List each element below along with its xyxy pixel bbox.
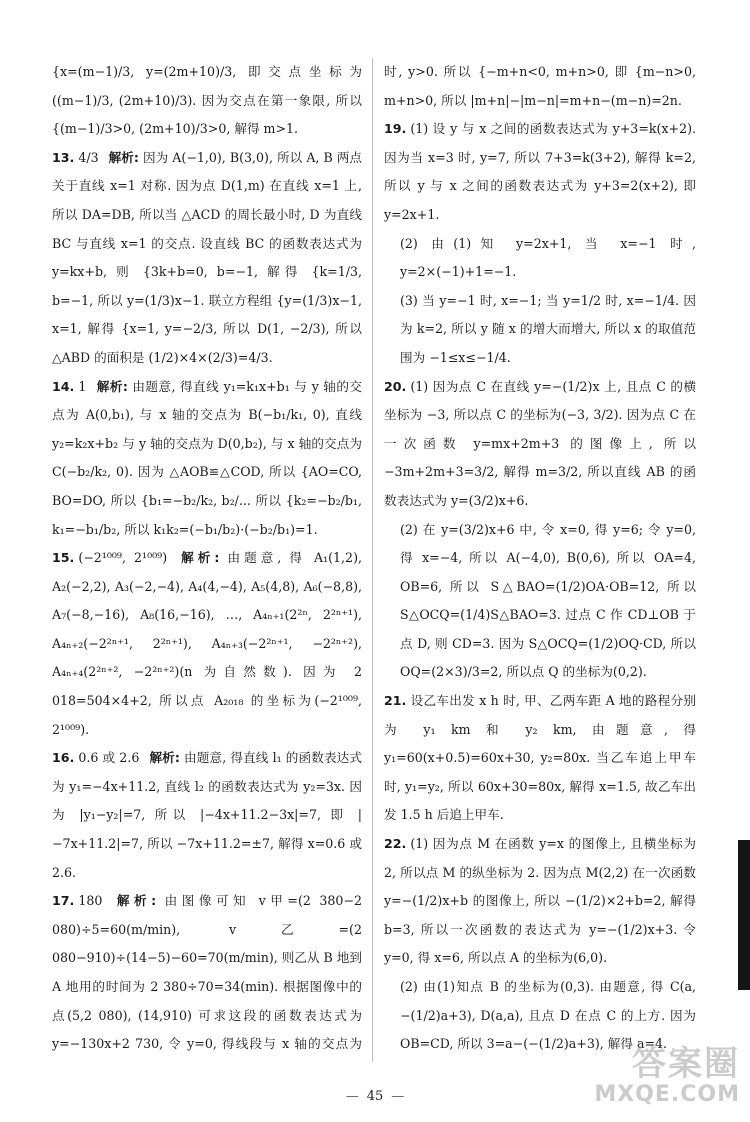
analysis-tag: 解析: bbox=[149, 750, 180, 766]
question-number: 21. bbox=[384, 693, 407, 709]
solution-text: 因为 A(−1,0), B(3,0), 所以 A, B 两点关于直线 x=1 对称. 因为点 D(1,m) 在直线 x=1 上, 所以 DA=DB, 所以当 △ACD 的周长最小时, D 为直线 BC 与直线 x=1 的交点. 设直线 BC 的函数表达式为 y=kx+b, 则 {3k+b=0, b=−1, 解得 {k=1/3, b=−1, 所以 y=(1/3)x−1. 联立方程组 {y=(1/3)x−1, x=1, 解得 {x=1, y=−2/3, 所以 D(1, −2/3), 所以 △ABD 的面积是 (1/2)×4×(2/3)=4/3. bbox=[52, 149, 362, 365]
solution-text: 由题意, 得直线 y₁=k₁x+b₁ 与 y 轴的交点为 A(0,b₁), 与 x 轴的交点为 B(−b₁/k₁, 0), 直线 y₂=k₂x+b₂ 与 y 轴的交点为 D(0,b₂), 与 x 轴的交点为 C(−b₂/k₂, 0). 因为 △AOB≌△COD, 所以 {AO=CO, BO=DO, 所以 {b₁=−b₂/k₂, b₂/... 所以 {k₂=−b₂/b₁, k₁=−b₁/b₂, 所以 k₁k₂=(−b₁/b₂)·(−b₂/b₁)=1. bbox=[52, 378, 362, 537]
solution-text: 设乙车出发 x h 时, 甲、乙两车距 A 地的路程分别为 y₁ km 和 y₂ km, 由题意, 得 y₁=60(x+0.5)=60x+30, y₂=80x. 当乙车追上甲车时, y₁=y₂, 所以 60x+30=80x, 解得 x=1.5, 故乙车出发 1.5 h 后追上甲车. bbox=[384, 693, 696, 823]
answer-item bbox=[52, 887, 362, 1062]
solution-text: 由图像可知 v甲=(2 380−2 080)÷5=60(m/min), v乙=(2 080−910)÷(14−5)−60=70(m/min), 则乙从 B 地到 A 地用的时间为 2 380÷70=34(min). 根据图像中的点(5,2 080), (14,910) 可求这段的函数表达式为 y=−130x+2 730, 令 y=0, 得线段与 x 轴的交点为 bbox=[52, 893, 362, 1052]
watermark-logo: 答案圈 bbox=[632, 1044, 740, 1085]
sub-answer: (3) 当 y=−1 时, x=−1; 当 y=1/2 时, x=−1/4. 因为 k=2, 所以 y 随 x 的增大而增大, 所以 x 的取值范围为 −1≤x≤−1/4. bbox=[400, 292, 696, 365]
final-answer: 180 bbox=[78, 893, 103, 909]
answer-item bbox=[52, 373, 362, 545]
continued-text: {x=(m−1)/3, y=(2m+10)/3, 即交点坐标为((m−1)/3, (2m+10)/3). 因为交点在第一象限, 所以 {(m−1)/3>0, (2m+10)/3>0, 解得 m>1. bbox=[52, 64, 362, 137]
question-number: 22. bbox=[384, 836, 407, 852]
analysis-tag: 解析: bbox=[112, 893, 157, 909]
final-answer: 0.6 或 2.6 bbox=[78, 750, 140, 766]
question-number: 15. bbox=[52, 550, 75, 566]
continued-text: 时, y>0. 所以 {−m+n<0, m+n>0, 即 {m−n>0, m+n>0, 所以 |m+n|−|m−n|=m+n−(m−n)=2n. bbox=[384, 64, 696, 108]
column-divider bbox=[372, 58, 373, 1062]
page-number: — 45 — bbox=[0, 1089, 750, 1104]
scan-edge-mark bbox=[738, 840, 750, 990]
answer-item bbox=[52, 544, 362, 744]
sub-answer: (2) 由(1)知点 B 的坐标为(0,3). 由题意, 得 C(a, −(1/2)a+3), D(a,a), 且点 D 在点 C 的上方. 因为 OB=CD, 所以 3=a−(−(1/2)a+3), 解得 a=4. bbox=[400, 979, 696, 1052]
final-answer: 4/3 bbox=[78, 149, 99, 165]
watermark bbox=[594, 1044, 740, 1107]
solution-text: (1) 设 y 与 x 之间的函数表达式为 y+3=k(x+2). 因为当 x=3 时, y=7, 所以 7+3=k(3+2), 解得 k=2, 所以 y 与 x 之间的函数表达式为 y+3=2(x+2), 即 y=2x+1. bbox=[384, 121, 696, 222]
final-answer: 1 bbox=[78, 378, 87, 394]
analysis-tag: 解析: bbox=[96, 378, 128, 394]
solution-text: 由题意, 得直线 l₁ 的函数表达式为 y₁=−4x+11.2, 直线 l₂ 的函数表达式为 y₂=3x. 因为 |y₁−y₂|=7, 所以 |−4x+11.2−3x|=7, 即 |−7x+11.2|=7, 所以 −7x+11.2=±7, 解得 x=0.6 或 2.6. bbox=[52, 750, 362, 880]
solution-text: (1) 因为点 C 在直线 y=−(1/2)x 上, 且点 C 的横坐标为 −3, 所以点 C 的坐标为(−3, 3/2). 因为点 C 在一次函数 y=mx+2m+3 的图像上, 所以 −3m+2m+3=3/2, 解得 m=3/2, 所以直线 AB 的函数表达式为 y=(3/2)x+6. bbox=[384, 378, 696, 508]
solution-text: 由题意, 得 A₁(1,2), A₂(−2,2), A₃(−2,−4), A₄(4,−4), A₅(4,8), A₆(−8,8), A₇(−8,−16), A₈(16,−16), …, A₄ₙ₊₁(2²ⁿ, 2²ⁿ⁺¹), A₄ₙ₊₂(−2²ⁿ⁺¹, 2²ⁿ⁺¹), A₄ₙ₊₃(−2²ⁿ⁺¹, −2²ⁿ⁺²), A₄ₙ₊₄(2²ⁿ⁺², −2²ⁿ⁺²)(n 为自然数). 因为 2 018=504×4+2, 所以点 A₂₀₁₈ 的坐标为(−2¹⁰⁰⁹, 2¹⁰⁰⁹). bbox=[52, 550, 362, 737]
question-number: 13. bbox=[52, 149, 75, 165]
analysis-tag: 解析: bbox=[177, 550, 220, 566]
right-column bbox=[384, 58, 696, 1062]
question-number: 17. bbox=[52, 893, 75, 909]
answer-item bbox=[384, 373, 696, 516]
question-number: 19. bbox=[384, 121, 407, 137]
analysis-tag: 解析: bbox=[108, 149, 139, 165]
answer-item bbox=[384, 830, 696, 973]
sub-answer: (2) 在 y=(3/2)x+6 中, 令 x=0, 得 y=6; 令 y=0, 得 x=−4, 所以 A(−4,0), B(0,6), 所以 OA=4, OB=6, 所以 S△BAO=(1/2)OA·OB=12, 所以 S△OCQ=(1/4)S△BAO=3. 过点 C 作 CD⊥OB 于点 D, 则 CD=3. 因为 S△OCQ=(1/2)OQ·CD, 所以 OQ=(2×3)/3=2, 所以点 Q 的坐标为(0,2). bbox=[400, 521, 696, 680]
watermark-url: MXQE.COM bbox=[594, 1081, 740, 1107]
solution-text: (1) 因为点 M 在函数 y=x 的图像上, 且横坐标为 2, 所以点 M 的纵坐标为 2. 因为点 M(2,2) 在一次函数 y=−(1/2)x+b 的图像上, 所以 −(1/2)×2+b=2, 解得 b=3, 所以一次函数的表达式为 y=−(1/2)x+3. 令 y=0, 得 x=6, 所以点 A 的坐标为(6,0). bbox=[384, 836, 696, 966]
answer-item bbox=[52, 144, 362, 373]
answer-item bbox=[52, 744, 362, 887]
question-number: 16. bbox=[52, 750, 75, 766]
final-answer: (−2¹⁰⁰⁹, 2¹⁰⁰⁹) bbox=[78, 550, 168, 566]
question-number: 14. bbox=[52, 378, 75, 394]
question-number: 20. bbox=[384, 378, 407, 394]
left-column bbox=[52, 58, 362, 1062]
answer-item bbox=[384, 687, 696, 830]
sub-answer: (2) 由(1)知 y=2x+1, 当 x=−1 时, y=2×(−1)+1=−1. bbox=[400, 235, 696, 280]
answer-item bbox=[384, 115, 696, 229]
